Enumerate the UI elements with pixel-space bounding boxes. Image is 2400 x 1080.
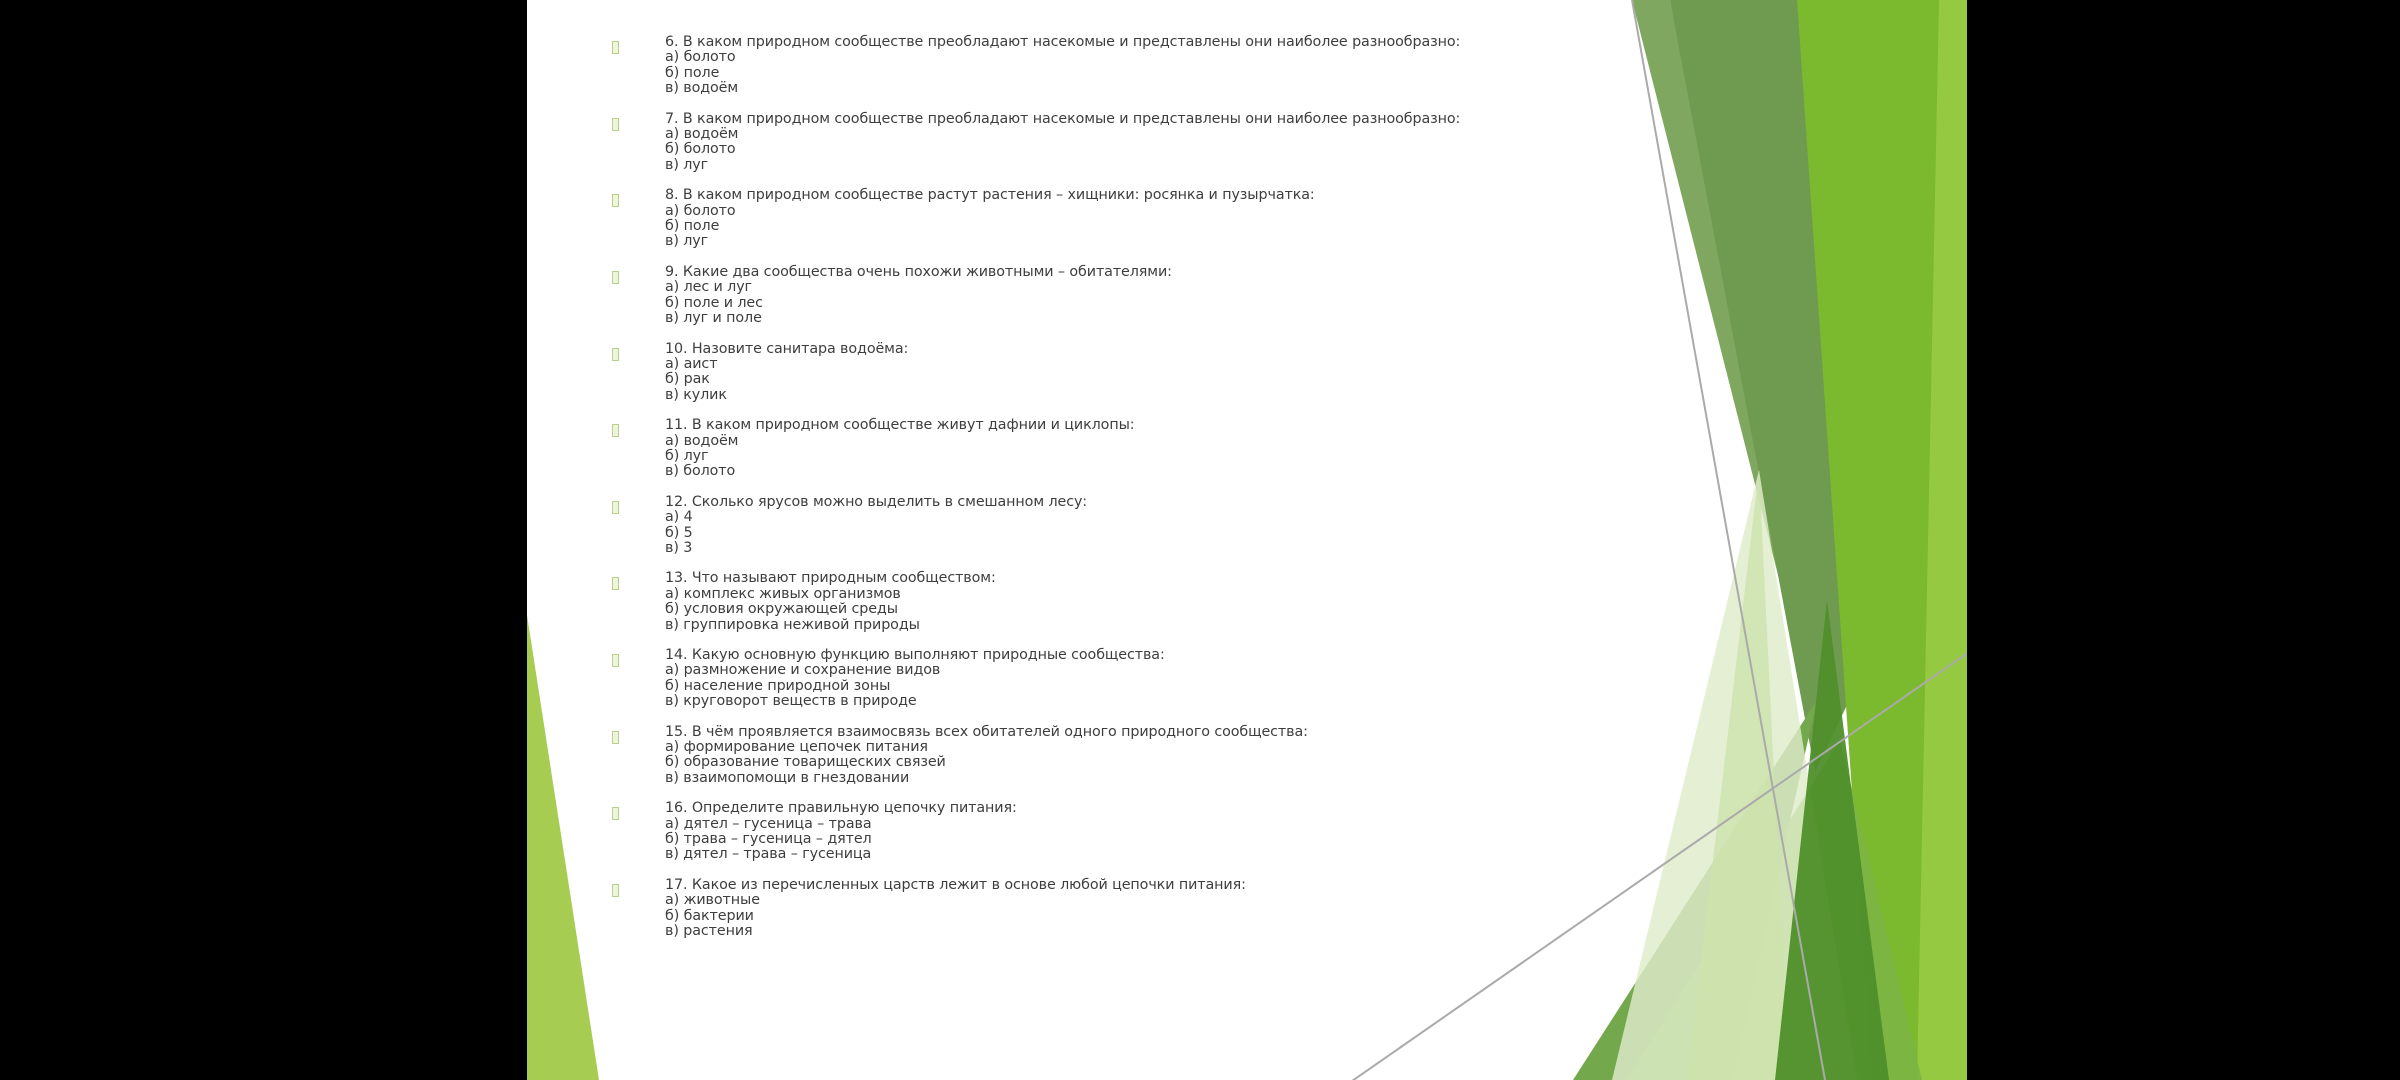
question-text: 11. В каком природном сообществе живут дафнии и циклопы:	[665, 417, 1135, 434]
question-block	[665, 342, 1845, 404]
option-text: а) болото	[665, 202, 736, 219]
option-text: в) группировка неживой природы	[665, 616, 920, 633]
option-text: в) болото	[665, 463, 736, 480]
question-block	[665, 495, 1845, 557]
option-text: а) болото	[665, 49, 736, 66]
question-text: 13. Что называют природным сообществом:	[665, 570, 996, 587]
option-text: а) аист	[665, 355, 718, 372]
question-block	[665, 878, 1845, 940]
question-text: 15. В чём проявляется взаимосвязь всех обитателей одного природного сообщества:	[665, 723, 1308, 740]
question-text: 14. Какую основную функцию выполняют природные сообщества:	[665, 647, 1165, 663]
option-text: в) дятел – трава – гусеница	[665, 846, 872, 863]
question-block	[665, 725, 1845, 787]
option-text: в) луг	[665, 233, 709, 250]
option-text: б) рак	[665, 371, 710, 388]
question-text: 16. Определите правильную цепочку питания:	[665, 800, 1017, 817]
option-text: а) размножение и сохранение видов	[665, 662, 941, 679]
question-text: 12. Сколько ярусов можно выделить в смешанном лесу:	[665, 493, 1088, 510]
presentation-slide	[527, 0, 1967, 1080]
option-text: в) взаимопомощи в гнездовании	[665, 769, 910, 786]
option-text: а) комплекс живых организмов	[665, 585, 901, 602]
question-block	[665, 112, 1845, 174]
option-text: б) трава – гусеница – дятел	[665, 831, 872, 848]
option-text: б) поле	[665, 218, 720, 235]
question-block	[665, 801, 1845, 863]
option-text: а) дятел – гусеница – трава	[665, 815, 872, 832]
question-text: 17. Какое из перечисленных царств лежит в основе любой цепочки питания:	[665, 876, 1246, 893]
option-text: в) водоём	[665, 80, 739, 97]
option-text: в) кулик	[665, 386, 727, 403]
bullet-box-icon	[612, 271, 619, 284]
quiz-list	[665, 35, 1845, 955]
question-text: 8. В каком природном сообществе растут растения – хищники: росянка и пузырчатка:	[665, 187, 1315, 204]
bullet-box-icon	[612, 577, 619, 590]
question-block	[665, 418, 1845, 480]
option-text: в) луг	[665, 156, 709, 173]
question-text: 7. В каком природном сообществе преобладают насекомые и представлены они наиболее разнообразно:	[665, 110, 1461, 127]
bullet-box-icon	[612, 348, 619, 361]
bullet-box-icon	[612, 41, 619, 54]
question-block	[665, 648, 1845, 710]
option-text: б) бактерии	[665, 907, 754, 924]
option-text: а) лес и луг	[665, 279, 752, 296]
option-text: а) водоём	[665, 126, 739, 143]
option-text: в) растения	[665, 923, 753, 940]
option-text: в) 3	[665, 539, 693, 556]
question-text: 6. В каком природном сообществе преобладают насекомые и представлены они наиболее разнообразно:	[665, 34, 1461, 50]
bullet-box-icon	[612, 194, 619, 207]
question-text: 9. Какие два сообщества очень похожи животными – обитателями:	[665, 263, 1172, 280]
option-text: б) население природной зоны	[665, 677, 891, 694]
option-text: б) луг	[665, 447, 709, 464]
question-block	[665, 571, 1845, 633]
option-text: а) формирование цепочек питания	[665, 739, 928, 756]
option-text: б) поле и лес	[665, 294, 763, 311]
option-text: б) болото	[665, 141, 736, 158]
question-block	[665, 35, 1845, 97]
option-text: в) круговорот веществ в природе	[665, 693, 917, 710]
option-text: а) животные	[665, 892, 760, 909]
bullet-box-icon	[612, 501, 619, 514]
left-wedge-shape	[527, 615, 599, 1080]
bullet-box-icon	[612, 731, 619, 744]
option-text: а) водоём	[665, 432, 739, 449]
question-block	[665, 265, 1845, 327]
option-text: б) поле	[665, 64, 720, 81]
option-text: б) 5	[665, 524, 693, 541]
bullet-box-icon	[612, 654, 619, 667]
question-block	[665, 188, 1845, 250]
bullet-box-icon	[612, 424, 619, 437]
bullet-box-icon	[612, 807, 619, 820]
option-text: б) образование товарищеских связей	[665, 754, 946, 771]
option-text: б) условия окружающей среды	[665, 601, 898, 618]
option-text: а) 4	[665, 509, 693, 526]
question-text: 10. Назовите санитара водоёма:	[665, 340, 909, 357]
bullet-box-icon	[612, 884, 619, 897]
option-text: в) луг и поле	[665, 310, 762, 327]
bullet-box-icon	[612, 118, 619, 131]
